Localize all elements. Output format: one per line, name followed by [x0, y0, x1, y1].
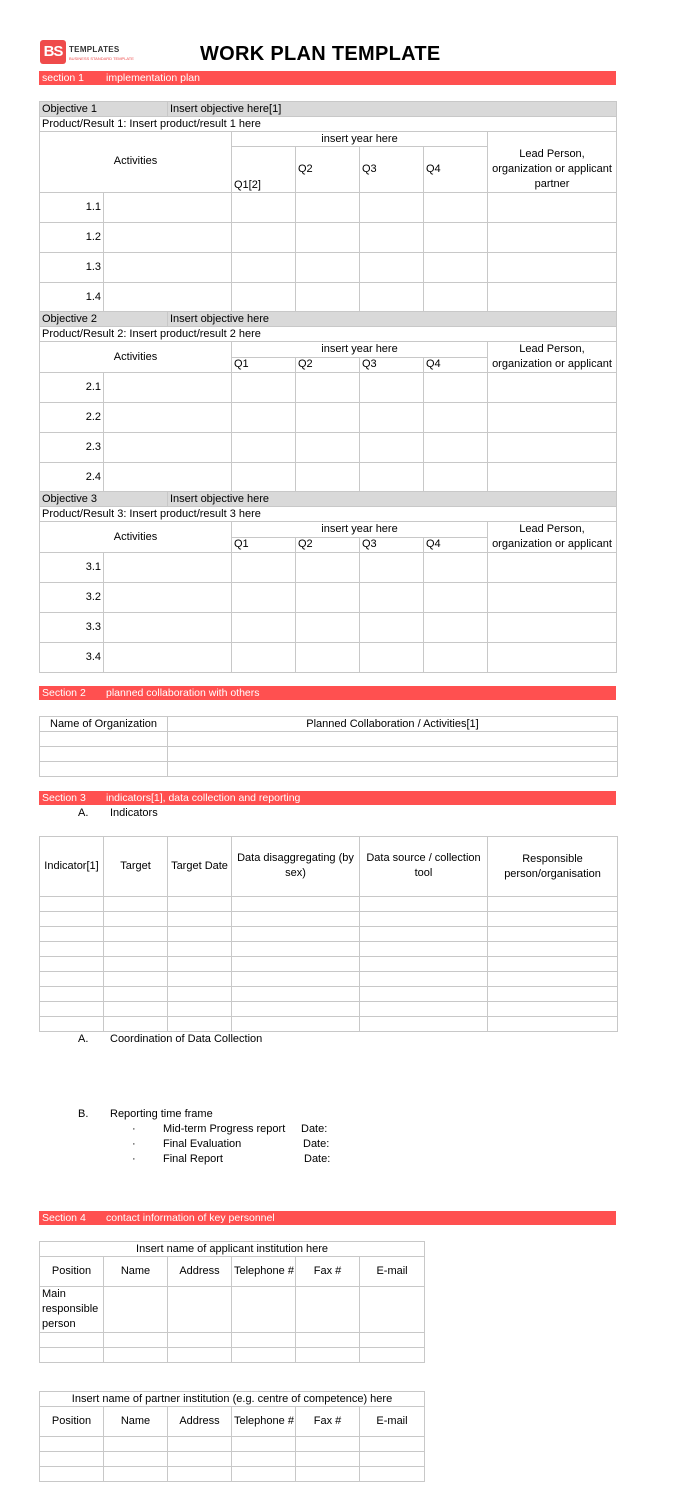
activity-cell[interactable]: [104, 613, 232, 643]
collaboration-table: [39, 716, 618, 777]
activity-cell[interactable]: [104, 403, 232, 433]
telephone-header: Telephone #: [232, 1407, 296, 1437]
activity-cell[interactable]: [104, 463, 232, 493]
product-result[interactable]: Product/Result 3: Insert product/result 3 here: [40, 507, 617, 522]
activity-number: 2.1: [40, 373, 104, 403]
product-result[interactable]: Product/Result 2: Insert product/result 2 here: [40, 327, 617, 342]
list-letter: A.: [78, 1033, 89, 1045]
organization-cell[interactable]: [40, 747, 168, 762]
report-date[interactable]: Date:: [301, 1123, 328, 1135]
bullet: ·: [132, 1138, 136, 1150]
objective-label: Objective 2: [40, 312, 168, 327]
objective-2-table: [39, 311, 617, 493]
activity-cell[interactable]: [104, 643, 232, 673]
email-header: E-mail: [360, 1407, 425, 1437]
page-title: WORK PLAN TEMPLATE: [200, 43, 441, 65]
quarter-header: Q4: [424, 357, 488, 373]
indicator-cell[interactable]: [40, 1017, 104, 1032]
bullet: ·: [132, 1153, 136, 1165]
activity-number: 1.3: [40, 252, 104, 282]
partner-contacts-table: [39, 1391, 425, 1482]
lead-person-header: Lead Person, organization or applicant: [488, 342, 617, 373]
quarter-header: Q2: [296, 147, 360, 193]
objective-label: Objective 1: [40, 102, 168, 117]
lead-person-header: Lead Person, organization or applicant partner: [488, 147, 617, 193]
section-number: Section 2: [42, 687, 86, 699]
quarter-header: Q1: [232, 357, 296, 373]
logo-name: TEMPLATES: [69, 45, 120, 54]
indicator-cell[interactable]: [40, 1002, 104, 1017]
logo-mark: BS: [40, 40, 66, 64]
report-date[interactable]: Date:: [303, 1138, 330, 1150]
activity-cell[interactable]: [104, 222, 232, 252]
data-source-header: Data source / collection tool: [360, 837, 488, 897]
quarter-header: Q4: [424, 537, 488, 553]
indicators-label: Indicators: [110, 807, 158, 819]
indicator-cell[interactable]: [40, 897, 104, 912]
section-label: indicators[1], data collection and reporting: [106, 792, 301, 804]
report-name: Mid-term Progress report: [163, 1123, 286, 1135]
name-header: Name: [104, 1407, 168, 1437]
telephone-header: Telephone #: [232, 1257, 296, 1287]
activity-number: 3.1: [40, 553, 104, 583]
activities-header: Activities: [40, 132, 232, 193]
target-header: Target: [104, 837, 168, 897]
activity-number: 1.2: [40, 222, 104, 252]
activity-number: 2.3: [40, 433, 104, 463]
name-header: Name: [104, 1257, 168, 1287]
address-header: Address: [168, 1407, 232, 1437]
report-name: Final Evaluation: [163, 1138, 242, 1150]
organization-cell[interactable]: [40, 732, 168, 747]
section-3-bar: [39, 791, 616, 805]
activity-number: 1.4: [40, 282, 104, 312]
quarter-header: Q3: [360, 147, 424, 193]
activity-cell[interactable]: [104, 373, 232, 403]
activity-cell[interactable]: [104, 252, 232, 282]
section-number: Section 3: [42, 792, 86, 804]
section-2-bar: [39, 686, 616, 700]
activity-cell[interactable]: [104, 282, 232, 312]
activity-cell[interactable]: [104, 583, 232, 613]
logo-tagline: BUSINESS STANDARD TEMPLATE: [69, 56, 134, 61]
product-result[interactable]: Product/Result 1: Insert product/result 1 here: [40, 117, 617, 132]
activity-number: 1.1: [40, 192, 104, 222]
section-number: Section 4: [42, 1212, 86, 1224]
activity-number: 3.3: [40, 613, 104, 643]
indicator-cell[interactable]: [40, 972, 104, 987]
organization-cell[interactable]: [40, 762, 168, 777]
indicators-table: [39, 836, 618, 1032]
main-person-label: Main responsible person: [40, 1287, 104, 1333]
institution-title[interactable]: Insert name of applicant institution here: [40, 1242, 425, 1257]
activity-number: 2.2: [40, 403, 104, 433]
report-name: Final Report: [163, 1153, 223, 1165]
responsible-header: Responsible person/organisation: [488, 837, 618, 897]
section-label: implementation plan: [106, 72, 200, 84]
objective-text[interactable]: Insert objective here[1]: [168, 102, 617, 117]
quarter-header: Q1: [232, 537, 296, 553]
indicator-cell[interactable]: [40, 957, 104, 972]
objective-3-table: [39, 491, 617, 673]
objective-label: Objective 3: [40, 492, 168, 507]
activity-cell[interactable]: [104, 553, 232, 583]
section-1-bar: [39, 71, 616, 85]
list-letter: A.: [78, 807, 89, 819]
list-letter: B.: [78, 1108, 89, 1120]
applicant-contacts-table: [39, 1241, 425, 1363]
activity-number: 3.2: [40, 583, 104, 613]
objective-text[interactable]: Insert objective here: [168, 312, 617, 327]
indicator-cell[interactable]: [40, 987, 104, 1002]
email-header: E-mail: [360, 1257, 425, 1287]
quarter-header: Q3: [360, 537, 424, 553]
fax-header: Fax #: [296, 1257, 360, 1287]
quarter-header: Q3: [360, 357, 424, 373]
data-disaggregating-header: Data disaggregating (by sex): [232, 837, 360, 897]
collaboration-cell[interactable]: [168, 762, 618, 777]
indicator-header: Indicator[1]: [40, 837, 104, 897]
quarter-header: Q1[2]: [232, 147, 296, 193]
section-label: contact information of key personnel: [106, 1212, 275, 1224]
target-date-header: Target Date: [168, 837, 232, 897]
position-header: Position: [40, 1257, 104, 1287]
collaboration-header: Planned Collaboration / Activities[1]: [168, 717, 618, 732]
report-date[interactable]: Date:: [304, 1153, 331, 1165]
coordination-label: Coordination of Data Collection: [110, 1033, 263, 1045]
quarter-header: Q2: [296, 357, 360, 373]
year-header[interactable]: insert year here: [232, 342, 488, 358]
activity-number: 2.4: [40, 463, 104, 493]
activity-number: 3.4: [40, 643, 104, 673]
position-header: Position: [40, 1407, 104, 1437]
year-header[interactable]: insert year here: [232, 522, 488, 538]
collaboration-cell[interactable]: [168, 732, 618, 747]
indicator-cell[interactable]: [40, 912, 104, 927]
activity-cell[interactable]: [104, 192, 232, 222]
quarter-header: Q2: [296, 537, 360, 553]
reporting-label: Reporting time frame: [110, 1108, 213, 1120]
bullet: ·: [132, 1123, 136, 1135]
objective-text[interactable]: Insert objective here: [168, 492, 617, 507]
objective-1-table: [39, 101, 617, 313]
indicator-cell[interactable]: [40, 927, 104, 942]
section-label: planned collaboration with others: [106, 687, 260, 699]
fax-header: Fax #: [296, 1407, 360, 1437]
activities-header: Activities: [40, 522, 232, 553]
organization-header: Name of Organization: [40, 717, 168, 732]
activities-header: Activities: [40, 342, 232, 373]
section-number: section 1: [42, 72, 85, 84]
year-header[interactable]: insert year here: [232, 132, 488, 147]
institution-title[interactable]: Insert name of partner institution (e.g. centre of competence) here: [40, 1392, 425, 1407]
lead-person-header: Lead Person, organization or applicant: [488, 522, 617, 553]
section-4-bar: [39, 1211, 616, 1225]
activity-cell[interactable]: [104, 433, 232, 463]
quarter-header: Q4: [424, 147, 488, 193]
indicator-cell[interactable]: [40, 942, 104, 957]
collaboration-cell[interactable]: [168, 747, 618, 762]
address-header: Address: [168, 1257, 232, 1287]
